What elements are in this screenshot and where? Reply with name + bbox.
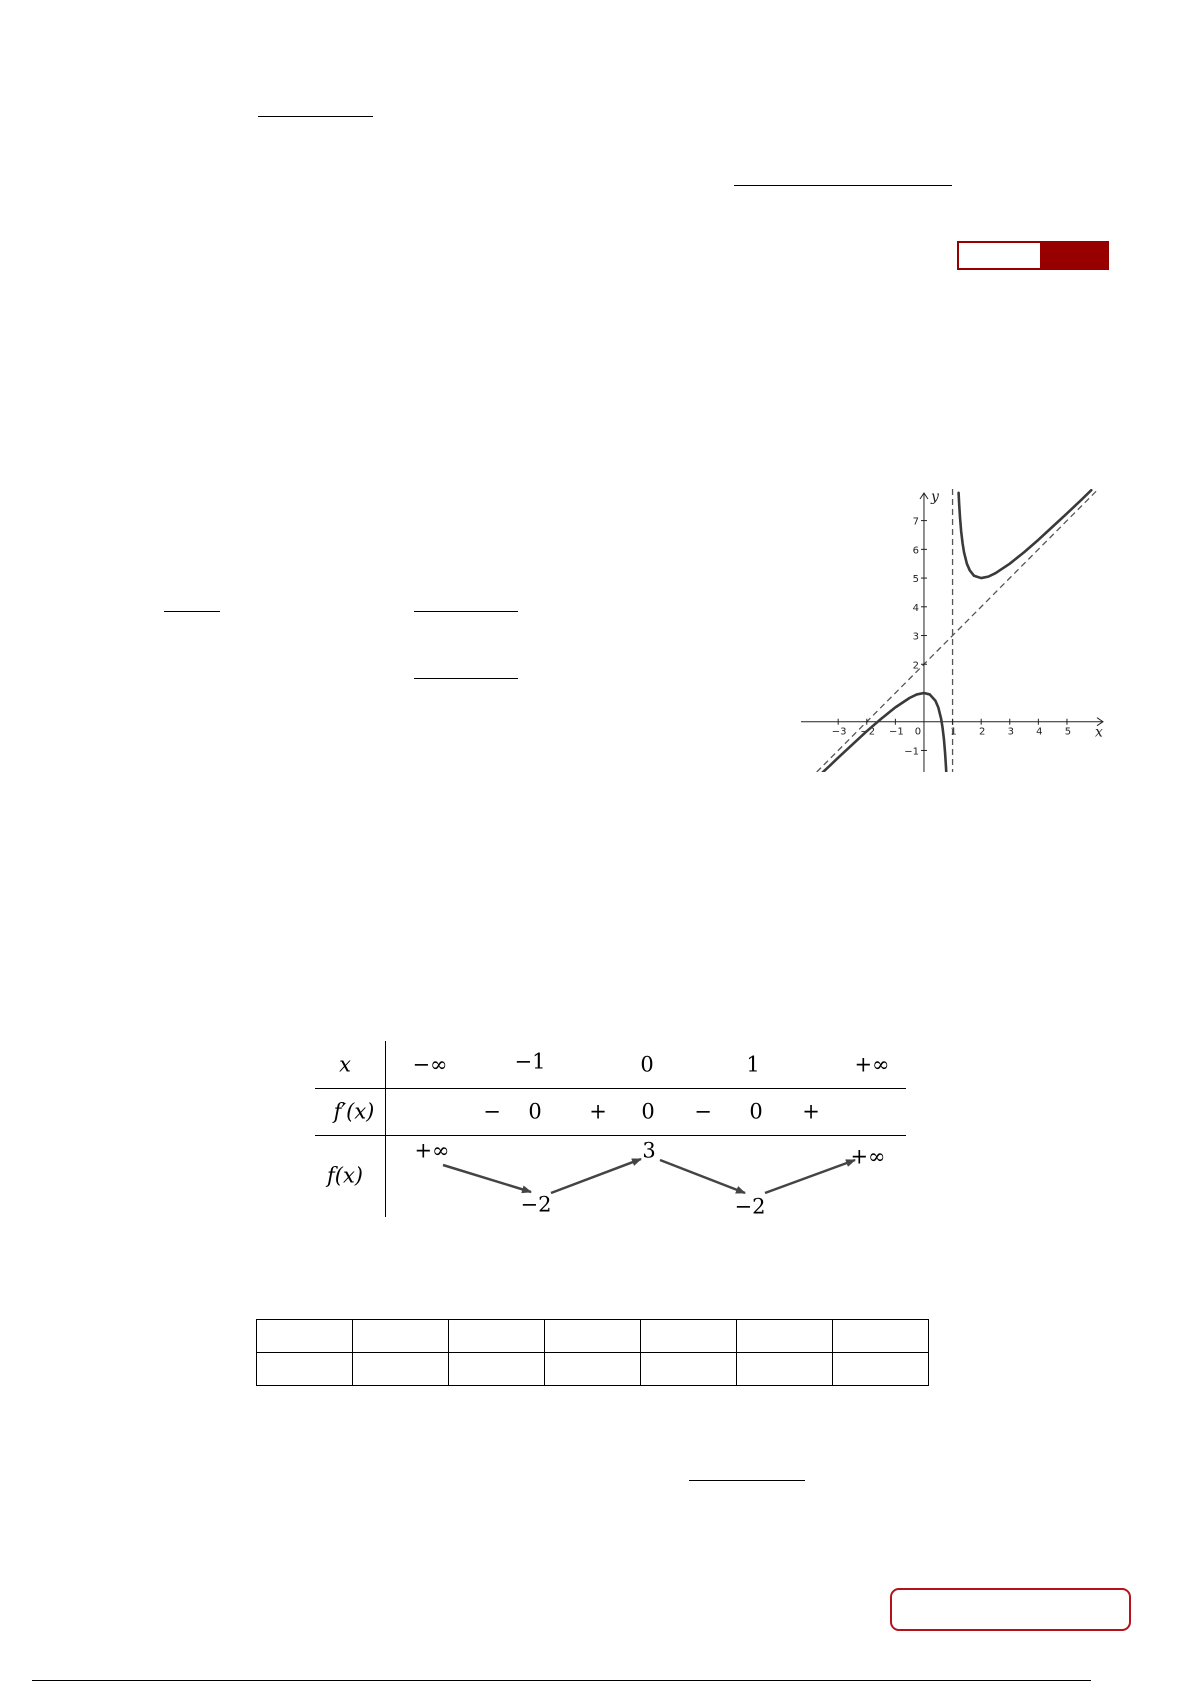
variation-table <box>315 1041 906 1217</box>
table-cell <box>449 1320 545 1353</box>
decreasing-arrow <box>660 1160 745 1193</box>
answer-blank-line <box>164 611 220 612</box>
y-tick-label: 4 <box>912 602 919 614</box>
y-tick-label: 7 <box>912 516 919 528</box>
x-tick-label: 5 <box>1064 726 1072 738</box>
derivative-sign: − <box>483 1099 501 1124</box>
x-value: +∞ <box>854 1052 890 1077</box>
variation-arrows <box>315 1041 906 1217</box>
x-axis-label: x <box>1095 724 1103 741</box>
x-value: −1 <box>514 1049 546 1074</box>
x-tick-label: −3 <box>831 726 847 738</box>
table-cell <box>257 1320 353 1353</box>
table-row <box>257 1320 929 1353</box>
derivative-sign: + <box>589 1099 607 1124</box>
decreasing-arrow <box>443 1165 531 1192</box>
table-cell <box>641 1353 737 1386</box>
footer-badge <box>890 1588 1131 1631</box>
table-cell <box>353 1353 449 1386</box>
row-label-x: x <box>339 1052 351 1077</box>
table-cell <box>353 1320 449 1353</box>
derivative-sign: + <box>802 1099 820 1124</box>
curve-branch <box>959 490 1092 578</box>
y-tick-label: −1 <box>904 746 919 758</box>
x-value: 1 <box>746 1052 760 1077</box>
function-graph <box>801 489 1107 772</box>
y-tick-label: 6 <box>912 545 919 557</box>
graph-canvas <box>801 489 1107 772</box>
footer-rule <box>32 1680 1091 1681</box>
answer-blank-line <box>414 678 518 679</box>
increasing-arrow <box>551 1159 641 1193</box>
function-value: +∞ <box>414 1138 450 1163</box>
x-tick-label: 2 <box>978 726 986 738</box>
answer-blank-line <box>734 185 952 186</box>
table-cell <box>737 1353 833 1386</box>
x-value: −∞ <box>412 1052 448 1077</box>
section-tag <box>957 241 1109 270</box>
section-tag-fill <box>1042 241 1109 270</box>
x-tick-label: 3 <box>1007 726 1014 738</box>
increasing-arrow <box>765 1160 855 1193</box>
answer-blank-line <box>414 611 518 612</box>
table-cell <box>545 1353 641 1386</box>
oblique-asymptote <box>817 489 1099 772</box>
derivative-sign: − <box>694 1099 712 1124</box>
row-label-function: f(x) <box>326 1163 364 1188</box>
x-tick-label: −1 <box>888 726 904 738</box>
table-cell <box>449 1353 545 1386</box>
x-tick-label: 0 <box>914 726 922 738</box>
x-tick-label: 1 <box>950 726 957 738</box>
answer-blank-line <box>689 1480 805 1481</box>
y-axis-label: y <box>930 489 939 505</box>
table-cell <box>545 1320 641 1353</box>
x-tick-label: 4 <box>1036 726 1043 738</box>
answer-grid <box>256 1319 929 1386</box>
table-cell <box>833 1320 929 1353</box>
x-value: 0 <box>640 1052 654 1077</box>
y-tick-label: 3 <box>912 631 919 643</box>
row-label-derivative: f′(x) <box>333 1099 375 1124</box>
derivative-sign: 0 <box>528 1099 542 1124</box>
table-row <box>257 1353 929 1386</box>
section-tag-outline <box>957 241 1042 270</box>
table-cell <box>641 1320 737 1353</box>
function-value: −2 <box>520 1192 552 1217</box>
table-cell <box>257 1353 353 1386</box>
answer-blank-line <box>258 116 373 117</box>
table-cell <box>833 1353 929 1386</box>
function-value: 3 <box>642 1138 656 1163</box>
y-tick-label: 5 <box>912 574 919 586</box>
derivative-sign: 0 <box>749 1099 763 1124</box>
function-value: +∞ <box>850 1144 886 1169</box>
derivative-sign: 0 <box>641 1099 655 1124</box>
y-tick-label: 2 <box>912 660 919 672</box>
x-tick-label: −2 <box>860 726 876 738</box>
table-cell <box>737 1320 833 1353</box>
function-value: −2 <box>734 1194 766 1219</box>
